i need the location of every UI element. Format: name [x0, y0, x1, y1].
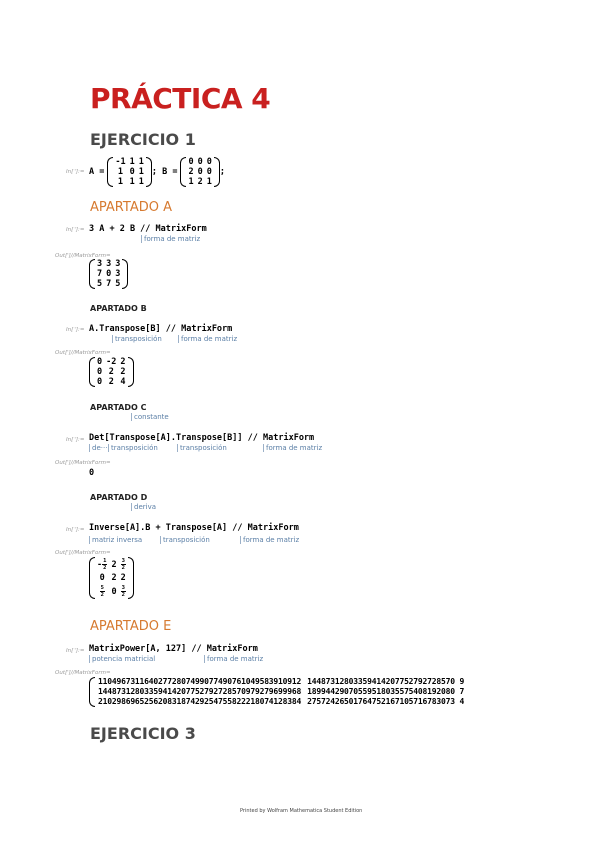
matrix-cell: 1 — [117, 177, 124, 187]
input-label: In[ ']:= — [66, 437, 85, 443]
matrix-cell: 4 — [120, 377, 126, 387]
input-label: In[ ']:= — [66, 227, 85, 233]
output-matrix-apartado-b — [89, 357, 134, 387]
autocomplete-hint: transposición — [177, 444, 227, 452]
heading-apartado-d: APARTADO D — [90, 493, 148, 502]
matrix-row — [95, 367, 128, 377]
matrix-cell: 0 — [206, 167, 212, 177]
matrix-row — [113, 167, 146, 177]
matrix-row — [95, 269, 122, 279]
heading-apartado-e: APARTADO E — [90, 619, 172, 634]
input-label: In[ ']:= — [66, 327, 85, 333]
matrix-row — [95, 377, 128, 387]
input-label: In[ ']:= — [66, 648, 85, 654]
output-label: Out[']//MatrixForm= — [55, 350, 111, 356]
input-label: In[ ']:= — [66, 169, 85, 175]
matrix-cell: 0 — [197, 167, 203, 177]
matrix-cell: 3 — [115, 259, 121, 269]
matrix-cell: 1 — [129, 177, 135, 187]
matrix-row — [186, 157, 213, 167]
autocomplete-hint: transposición — [160, 536, 210, 544]
matrix-cell: 2 — [120, 367, 126, 377]
autocomplete-hint: forma de matriz — [204, 655, 263, 663]
matrix-cell: 2 — [108, 367, 114, 377]
output-label: Out[']//MatrixForm= — [55, 670, 111, 676]
matrix-cell: 2 — [120, 573, 126, 583]
output-value-apartado-c: 0 — [89, 468, 95, 478]
matrix-cell: 2 — [197, 177, 203, 187]
code-text: ; — [219, 167, 225, 177]
matrix-cell: 1 — [138, 167, 144, 177]
heading-ejercicio-3: EJERCICIO 3 — [90, 724, 196, 743]
autocomplete-hint: forma de matriz — [141, 235, 200, 243]
matrix-cell: 0 — [188, 157, 194, 167]
matrix-row — [95, 697, 467, 707]
footer-note: Printed by Wolfram Mathematica Student Edition — [240, 808, 363, 814]
matrix-cell: 2 — [120, 357, 126, 367]
matrix-cell: 0 — [106, 269, 112, 279]
autocomplete-hint: deriva — [131, 503, 156, 511]
input-cell-definitions[interactable] — [89, 157, 225, 187]
output-label: Out[']//MatrixForm= — [55, 460, 111, 466]
autocomplete-hint: de··· — [89, 444, 107, 452]
input-cell-apartado-b[interactable]: A.Transpose[B] // MatrixForm — [89, 324, 233, 334]
heading-apartado-c: APARTADO C — [90, 403, 147, 412]
matrix-cell: -1 — [115, 157, 126, 167]
autocomplete-hint: transposición — [108, 444, 158, 452]
matrix-cell: 11049673116402772807499077490761049583910912 — [98, 677, 302, 686]
matrix-cell: 0 — [206, 157, 212, 167]
matrix-cell: 3 — [115, 269, 121, 279]
heading-apartado-a: APARTADO A — [90, 200, 172, 215]
matrix-cell: 18994429070559518035575408192080 7 — [307, 687, 465, 696]
matrix-row — [113, 177, 146, 187]
page-title: PRÁCTICA 4 — [90, 82, 271, 115]
matrix-cell: 0 — [97, 357, 103, 367]
autocomplete-hint: matriz inversa — [89, 536, 142, 544]
heading-ejercicio-1: EJERCICIO 1 — [90, 130, 196, 149]
matrix-cell: 27572426501764752167105716783073 4 — [307, 697, 465, 706]
matrix-cell: 0 — [99, 573, 105, 583]
matrix-row — [186, 177, 213, 187]
matrix-cell: 0 — [197, 157, 203, 167]
matrix-cell: $\frac{3}{2}$ — [121, 558, 125, 571]
input-cell-apartado-e[interactable]: MatrixPower[A, 127] // MatrixForm — [89, 644, 258, 654]
autocomplete-hint: forma de matriz — [263, 444, 322, 452]
heading-apartado-b: APARTADO B — [90, 304, 147, 313]
matrix-cell: 1 — [188, 177, 194, 187]
matrix-cell: 0 — [97, 377, 103, 387]
input-cell-apartado-d[interactable]: Inverse[A].B + Transpose[A] // MatrixForm — [89, 523, 299, 533]
output-matrix-apartado-d — [89, 557, 134, 599]
matrix-row — [95, 687, 467, 697]
matrix-cell: 2 — [108, 377, 114, 387]
matrix-cell: 0 — [97, 367, 103, 377]
matrix-cell: 1 — [117, 167, 124, 177]
matrix-cell: 2 — [188, 167, 194, 177]
matrix-cell: 0 — [129, 167, 135, 177]
matrix-cell: -2 — [106, 357, 117, 367]
matrix-row — [113, 157, 146, 167]
matrix-cell: 7 — [97, 269, 103, 279]
autocomplete-hint: transposición — [112, 335, 162, 343]
matrix-cell: 1 — [129, 157, 135, 167]
output-matrix-apartado-e — [89, 677, 467, 707]
input-label: In[ ']:= — [66, 527, 85, 533]
matrix-cell: 2 — [111, 573, 117, 583]
matrix-cell: 1 — [138, 157, 144, 167]
matrix-row — [186, 167, 213, 177]
matrix-cell: 21029869652562083187429254755822218074128384 — [98, 697, 302, 706]
matrix-cell: 14487312803359414207752792728570 9 — [307, 677, 465, 686]
input-cell-apartado-a[interactable]: 3 A + 2 B // MatrixForm — [89, 224, 207, 234]
matrix-cell: 5 — [115, 279, 121, 289]
matrix-cell: 3 — [97, 259, 103, 269]
matrix-row — [95, 677, 467, 687]
matrix-cell: 2 — [111, 559, 117, 570]
output-label: Out[']//MatrixForm= — [55, 253, 111, 259]
matrix-cell: 7 — [106, 279, 112, 289]
matrix-b — [180, 157, 219, 187]
autocomplete-hint: forma de matriz — [178, 335, 237, 343]
matrix-row — [95, 279, 122, 289]
matrix-cell: 14487312803359414207752792728570979279699968 — [98, 687, 302, 696]
output-matrix-apartado-a — [89, 259, 128, 289]
matrix-cell: 1 — [138, 177, 144, 187]
autocomplete-hint: potencia matricial — [89, 655, 155, 663]
matrix-row — [95, 357, 128, 367]
matrix-cell: - $\frac{1}{2}$ — [97, 558, 107, 571]
autocomplete-hint: forma de matriz — [240, 536, 299, 544]
matrix-cell: 3 — [106, 259, 112, 269]
output-label: Out[']//MatrixForm= — [55, 550, 111, 556]
matrix-a — [107, 157, 152, 187]
matrix-cell: $\frac{5}{2}$ — [100, 585, 104, 598]
matrix-cell: 1 — [206, 177, 212, 187]
matrix-cell: 0 — [111, 586, 117, 597]
matrix-cell: 5 — [97, 279, 103, 289]
matrix-row — [95, 259, 122, 269]
code-text: ; B = — [151, 167, 178, 177]
matrix-cell: $\frac{3}{2}$ — [121, 585, 125, 598]
autocomplete-hint: constante — [131, 413, 169, 421]
input-cell-apartado-c[interactable]: Det[Transpose[A].Transpose[B]] // MatrixForm — [89, 433, 315, 443]
code-text: A = — [89, 167, 105, 177]
